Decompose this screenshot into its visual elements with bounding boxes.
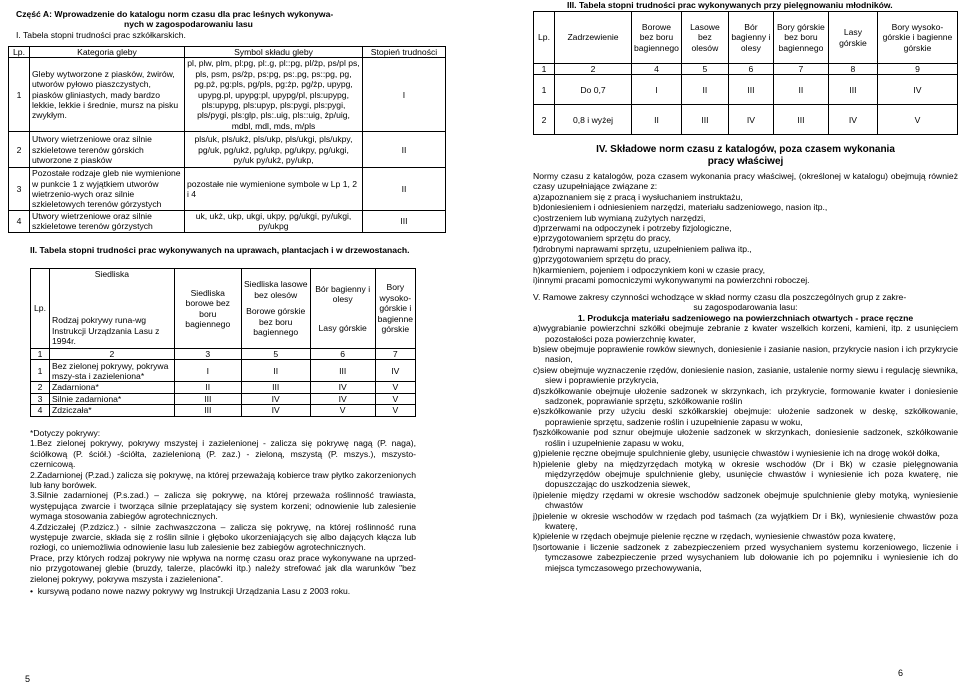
table-stand-difficulty [30, 268, 416, 417]
cell-num: 3 [174, 349, 241, 360]
cell-val: V [877, 105, 957, 135]
th3-lasy-gorskie: Lasy górskie [828, 12, 877, 64]
cell-val: IV [375, 360, 415, 382]
section1-title: I. Tabela stopni trudności prac szkółkarskich. [16, 29, 186, 40]
heading-line-2: nych w zagospodarowaniu lasu [124, 19, 253, 30]
footnote-bullet [30, 586, 416, 596]
cell-val: IV [241, 393, 310, 404]
list-item: f)drobnymi naprawami sprzętu, uzupełnieniem paliwa itp., [533, 243, 752, 254]
th2-lp: Lp. [31, 269, 50, 349]
th2-lasy-gorskie: Lasy górskie [318, 322, 367, 333]
cell-val: V [375, 393, 415, 404]
table-row [9, 132, 446, 168]
cell-val: III [681, 105, 728, 135]
th-stopien: Stopień trudności [363, 47, 446, 58]
cell-val: V [375, 405, 415, 416]
list-item: b)siew obejmuje poprawienie rowków siewnych, doniesienie i zasianie nasion, przykrycie nasion i ich przykrycie nasion, [533, 344, 958, 365]
cell-zad: Do 0,7 [555, 75, 632, 105]
list-item: h)karmieniem, pojeniem i odpoczynkiem koni w czasie pracy, [533, 264, 765, 275]
cell-rodzaj: Silnie zadarniona* [49, 393, 174, 404]
cell-val: III [310, 360, 375, 382]
cell-rodzaj: Zdziczała* [49, 405, 174, 416]
th2-bor-group [310, 269, 375, 349]
list-item: e)przygotowaniem sprzętu do pracy, [533, 233, 671, 244]
cell-lp: 2 [9, 132, 30, 168]
cell-val: III [174, 393, 241, 404]
section4-body [533, 171, 958, 285]
cell-val: I [174, 360, 241, 382]
list-item: e)szkółkowanie przy użyciu deski szkółkarskiej obejmuje: ułożenie sadzonek w deskę, szkółkowanie, poprawienie sprzętu, sadzenie roślin i uzupełnienie zapasu w woku, [533, 406, 958, 427]
table-row [534, 75, 958, 105]
table-row [31, 405, 416, 416]
th2-lasowe-group [241, 269, 310, 349]
list-item: c)ostrzeniem lub wymianą zużytych narzędzi, [533, 212, 706, 223]
cell-val: IV [728, 105, 773, 135]
cell-val: III [174, 405, 241, 416]
footnotes [30, 428, 416, 597]
list-item: d)przerwami na odpoczynek i potrzeby fizjologiczne, [533, 223, 732, 234]
cell-num: 1 [31, 349, 50, 360]
cell-lp: 1 [534, 75, 555, 105]
section3-title: III. Tabela stopni trudności prac wykonywanych przy pielęgnowaniu młodników. [567, 0, 893, 10]
cell-val: I [632, 75, 682, 105]
list-item: g)pielenie ręczne obejmuje spulchnienie gleby, usunięcie chwastów i wyniesienie ich na drogę wokół dołka, [533, 448, 940, 459]
table-row [9, 58, 446, 132]
list-item: g)przygotowaniem sprzętu do pracy, [533, 254, 671, 265]
cell-num: 6 [728, 64, 773, 75]
cell-stopien: II [363, 168, 446, 211]
list-item: h)pielenie gleby na międzyrzędach motyką w okresie wschodów (Dr i Bk) w czasie pielęgnowania międzyrzędów obejmuje spulchnienie gleby, usunięcie chwastów i wyniesienie ich poza kwaterę, nie dopuszczając do uszkodzenia siewek, [533, 458, 958, 490]
cell-val: II [681, 75, 728, 105]
cell-val: V [375, 382, 415, 393]
list-item: j)pielenie w okresie wschodów w rzędach pod taśmach (za wyjątkiem Dr i Bk), wyniesienie chwastów poza kwaterę, [533, 510, 958, 531]
th2-bory-wysokogorskie: Bory wysoko-górskie i bagienne górskie [375, 269, 415, 349]
table-row [31, 382, 416, 393]
cell-kategoria: Pozostałe rodzaje gleb nie wymienione w punkcie 1 z wyjątkiem utworów wietrzenio-wych oraz silnie szkieletowych terenów górzystych [30, 168, 185, 211]
th2-borowe: Siedliska borowe bez boru bagiennego [174, 269, 241, 349]
footnote-2: 2.Zadarnionej (P.zad.) zalicza się pokrywę, na której przeważają kobierce traw płytko zakorzenionych lub łany borówek. [30, 469, 416, 491]
cell-val: II [241, 360, 310, 382]
cell-stopien: I [363, 58, 446, 132]
cell-num: 7 [375, 349, 415, 360]
cell-lp: 3 [31, 393, 50, 404]
section2-title: II. Tabela stopni trudności prac wykonywanych na uprawach, plantacjach i w drzewostanach. [30, 245, 410, 255]
th3-borowe: Borowe bez boru bagiennego [632, 12, 682, 64]
table-row-numbers [534, 64, 958, 75]
cell-kategoria: Gleby wytworzone z piasków, żwirów, utworów pyłowo piaszczystych, piasków gliniastych, mady bardzo lekkie, lekkie i średnie, mursz na pisku zwykłym. [30, 58, 185, 132]
footnote-4: 4.Zdziczałej (P.zdzicz.) - silnie zachwaszczona – zalicza się pokrywę, na której roślinność runa występuje zwarcie, składa się z roślin silnie i głęboko ukorzeniających się albo dających kłącza lub rozłogi, co uniemożliwia odnowienie lasu lub zalesienie bez zabiegów agrotechnicznych. [30, 521, 416, 553]
cell-kategoria: Utwory wietrzeniowe oraz silnie szkieletowe terenów górskich utworzone z piasków [30, 132, 185, 168]
list-item: f)szkółkowanie pod sznur obejmuje ułożenie sadzonek w skrzynkach, doniesienie sadzonek, szkółkowanie roślin i uzupełnienie zapasu w woku, [533, 427, 958, 448]
cell-lp: 4 [9, 210, 30, 232]
th2-rodzaj-cell [49, 269, 174, 349]
table-row [9, 210, 446, 232]
th2-rodzaj: Rodzaj pokrywy runa-wg Instrukcji Urządzania Lasu z 1994r. [51, 315, 160, 347]
th3-bory-wysokogorskie: Bory wysoko-górskie i bagienne górskie [877, 12, 957, 64]
cell-num: 4 [632, 64, 682, 75]
cell-lp: 4 [31, 405, 50, 416]
section5-line2: su zagospodarowania lasu: [693, 302, 798, 313]
footnote-bullet-text: kursywą podano nowe nazwy pokrywy wg Instrukcji Urządzania Lasu z 2003 roku. [37, 586, 351, 597]
cell-val: IV [877, 75, 957, 105]
table-row [31, 393, 416, 404]
list-item: i)innymi pracami pomocniczymi wykonywanymi na powierzchni roboczej. [533, 275, 810, 286]
bullet-icon: • [30, 586, 38, 597]
cell-symbol: pls/uk, pls/ukż, pls/ukp, pls/ukgi, pls/ukpy, pg/uk, pg/ukż, pg/ukp, pg/ukpy, pg/ukgi, py/uk py/ukż, py/ukp, [185, 132, 363, 168]
table-row [534, 105, 958, 135]
th3-zadrzewienie: Zadrzewienie [555, 12, 632, 64]
section4-title-line2: pracy właściwej [707, 156, 784, 167]
cell-num: 8 [828, 64, 877, 75]
list-item: d)szkółkowanie obejmuje ułożenie sadzonek w skrzynkach, ich przykrycie, formowanie kwater i doniesienie sadzonek, poprawianie sprzętu, szkółkowanie roślin [533, 385, 958, 407]
cell-num: 5 [681, 64, 728, 75]
list-item: a)zapoznaniem się z pracą i wysłuchaniem instruktażu, [533, 191, 743, 202]
cell-lp: 2 [534, 105, 555, 135]
cell-zad: 0,8 i wyżej [555, 105, 632, 135]
cell-num: 5 [241, 349, 310, 360]
table-row [9, 168, 446, 211]
list-item: c)siew obejmuje wyznaczenie rzędów, doniesienie nasion, zasianie, ustalenie normy siewu i regulację siewnika, siew i poprawienie przykrycia, [533, 364, 958, 386]
cell-val: III [773, 105, 828, 135]
cell-kategoria: Utwory wietrzeniowe oraz silnie szkieletowe terenów górzystych [30, 210, 185, 232]
footnote-3: 3.Silnie zadarnionej (P.s.zad.) – zalicza się pokrywę, na której przeważa roślinność trawiasta, występująca zwarcie i tworząca silnie przeplatający się system korzeni; odnowienie lub zalesienie wymaga stosowania zabiegów agrotechnicznych. [30, 490, 416, 522]
footnote-star: *Dotyczy pokrywy: [30, 428, 101, 438]
cell-val: III [241, 382, 310, 393]
cell-rodzaj: Bez zielonej pokrywy, pokrywa mszy-sta i zazieleniona* [49, 360, 174, 382]
footnote-1: 1.Bez zielonej pokrywy, pokrywy mszystej i zazielenionej - zalicza się pokrywę nagą (P. naga), ściółkową (P. ściół.) -ściółta, zazielenioną (P. zaz.) - zieloną, mszystą (P. mszys.), mszysto-czernicową. [30, 438, 416, 470]
cell-val: III [728, 75, 773, 105]
cell-val: IV [310, 382, 375, 393]
th2-borowe-gorskie: Borowe górskie bez boru bagiennego [246, 306, 306, 338]
list-item: b)doniesieniem i odniesieniem narzędzi, materiału sadzeniowego, nasion itp., [533, 202, 828, 213]
table-row-numbers [31, 349, 416, 360]
cell-val: II [773, 75, 828, 105]
table-row [31, 360, 416, 382]
cell-lp: 3 [9, 168, 30, 211]
cell-rodzaj: Zadarniona* [49, 382, 174, 393]
th2-lasowe: Siedliska lasowe bez olesów [243, 279, 308, 300]
page-number-left: 5 [25, 674, 31, 684]
cell-num: 1 [534, 64, 555, 75]
cell-lp: 1 [31, 360, 50, 382]
cell-val: II [174, 382, 241, 393]
section4-title-line1: IV. Składowe norm czasu z katalogów, poza czasem wykonania [596, 144, 895, 155]
cell-val: II [632, 105, 682, 135]
heading-line-1: Część A: Wprowadzenie do katalogu norm czasu dla prac leśnych wykonywa- [16, 9, 334, 19]
footnote-5: Prace, przy których rodzaj pokrywy nie wpływa na normę czasu oraz prace wykonywane na uprzed-nio przygotowanej glebie (bruzdy, talerze, placówki itp.) należy strefować jak dla warunków "bez zielonej pokrywy, pokrywa mszysta i zazieleniona". [30, 552, 416, 584]
cell-lp: 2 [31, 382, 50, 393]
cell-symbol: pl, plw, plm, pl:pg, pl:.g, pl::pg, pl/żp, ps/pl ps, pls, psm, ps/żp, ps:pg, ps:.pg, ps::pg, pg, pg.pż, pg:pls, pg/pls, pg:żp, pg/żp, upypg, upypg.pl, upypg:pl, upypg/pl, pls:upypg, pls:upypg, pls:upyp, pls:pygi, pls:pygi, pls/pygi, pls:glp, pls:.uig, pls::uig, żp/uig, mdbl, mdl, mds, m/pls [185, 58, 363, 132]
th2-siedliska: Siedliska [94, 269, 130, 279]
section4-title [533, 144, 958, 168]
section4-intro: Normy czasu z katalogów, poza czasem wykonania pracy właściwej, (określonej w katalogu) obejmują również czasy uzupełniające związane z: [533, 171, 958, 192]
cell-stopien: III [363, 210, 446, 232]
th3-bor-bagienny: Bór bagienny i olesy [728, 12, 773, 64]
section5-list [533, 323, 958, 573]
th-lp: Lp. [9, 47, 30, 58]
list-item: a)wygrabianie powierzchni szkółki obejmuje zebranie z kwater wszelkich korzeni, kamieni, itp. z usunięciem pozostałości poza powierzchnię kwater, [533, 323, 958, 344]
cell-val: V [310, 405, 375, 416]
cell-val: IV [828, 105, 877, 135]
cell-num: 9 [877, 64, 957, 75]
part-a-heading [16, 9, 396, 40]
table-young-stand-difficulty [533, 11, 958, 135]
cell-num: 6 [310, 349, 375, 360]
cell-val: III [828, 75, 877, 105]
section5 [533, 292, 958, 573]
list-item: k)pielenie w rzędach obejmuje pielenie ręczne w rzędach, wyniesienie chwastów poza kwaterę, [533, 531, 896, 542]
section5-line1: V. Ramowe zakresy czynności wchodzące w skład normy czasu dla poszczególnych grup z zakre- [533, 292, 907, 302]
cell-lp: 1 [9, 58, 30, 132]
section5-subtitle: 1. Produkcja materiału sadzeniowego na powierzchniach otwartych - prace ręczne [577, 312, 914, 323]
th-symbol: Symbol składu gleby [185, 47, 363, 58]
cell-val: IV [310, 393, 375, 404]
cell-symbol: uk, ukż, ukp, ukgi, ukpy, pg/ukgi, py/ukgi, py/ukpg [185, 210, 363, 232]
cell-symbol: pozostałe nie wymienione symbole w Lp 1, 2 i 4 [185, 168, 363, 211]
th3-bory-gorskie: Bory górskie bez boru bagiennego [773, 12, 828, 64]
th3-lasowe: Lasowe bez olesów [681, 12, 728, 64]
cell-num: 2 [49, 349, 174, 360]
cell-num: 2 [555, 64, 632, 75]
th2-bor-bagienny: Bór bagienny i olesy [315, 283, 371, 305]
list-item: i)pielenie między rzędami w okresie wschodów sadzonek obejmuje spulchnienie gleby motyką, wyniesienie chwastów [533, 489, 958, 511]
th-kategoria: Kategoria gleby [30, 47, 185, 58]
cell-val: IV [241, 405, 310, 416]
list-item: l)sortowanie i liczenie sadzonek z zabezpieczeniem przed wysychaniem systemu korzeniowego, liczenie i tymczasowe zabezpieczenie przed wysychaniem lub dołowanie ich po pojemniku i wyniesienie ich do miejsca tymczasowego przechowywania, [533, 541, 958, 573]
cell-stopien: II [363, 132, 446, 168]
page-number-right: 6 [898, 668, 904, 678]
cell-num: 7 [773, 64, 828, 75]
table-soil-difficulty [8, 46, 446, 233]
th3-lp: Lp. [534, 12, 555, 64]
